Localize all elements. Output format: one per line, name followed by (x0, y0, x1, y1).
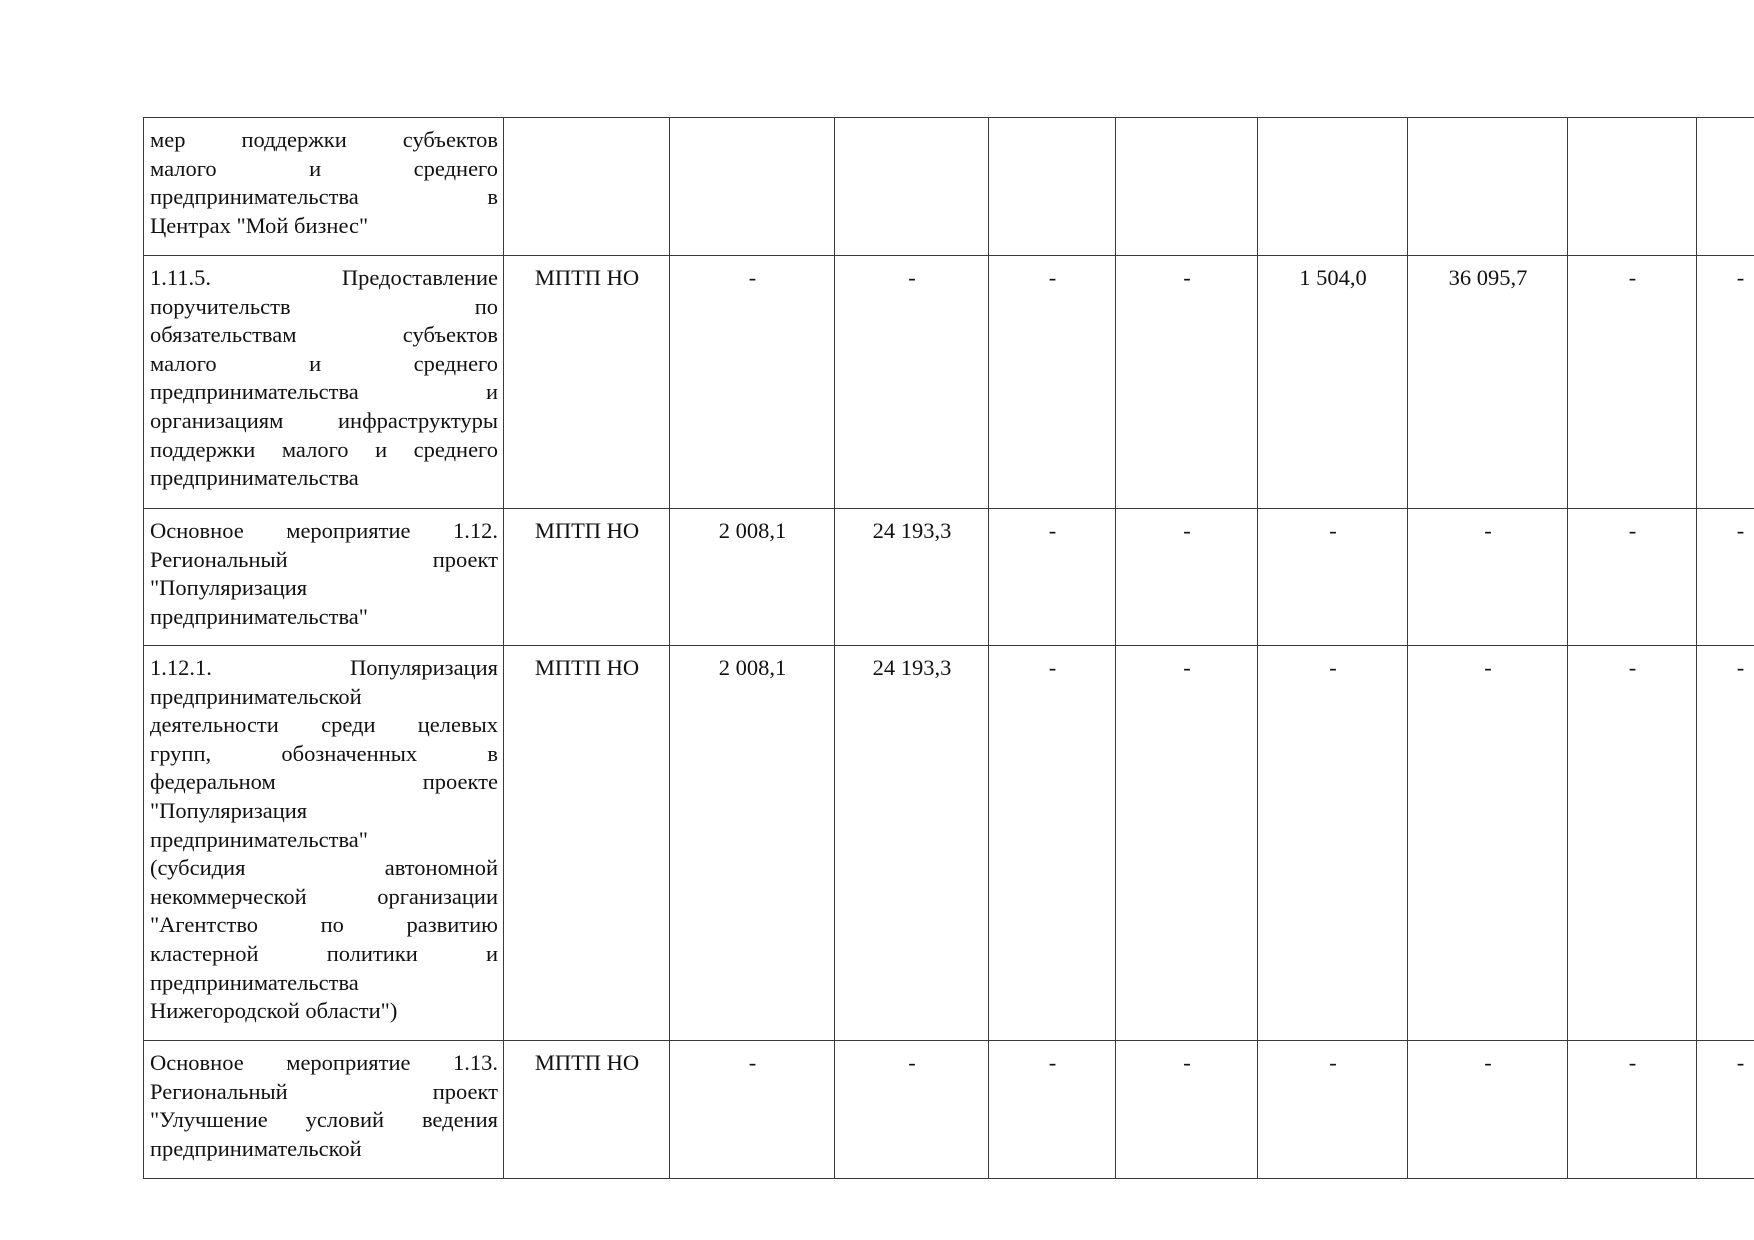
value-cell (1258, 118, 1408, 256)
description-word: федеральном (150, 769, 276, 795)
description-line (150, 797, 498, 826)
description-line (150, 1106, 498, 1135)
description-line (150, 574, 498, 603)
value-cell: - (1258, 1041, 1408, 1179)
description-word: малого (150, 350, 217, 376)
description-line (150, 378, 498, 407)
description-word: Основное (150, 518, 244, 543)
budget-table (143, 117, 1754, 1179)
description-line (150, 321, 498, 350)
value-cell (1408, 118, 1568, 256)
value-cell: - (1697, 509, 1754, 646)
description-word: 1.11.5. (150, 265, 212, 290)
description-line (150, 546, 498, 575)
activity-description-cell (144, 118, 504, 256)
value-cell: 24 193,3 (835, 646, 989, 1041)
table-row (144, 118, 1754, 256)
description-word: 1.13. (452, 1050, 498, 1075)
description-line (150, 264, 498, 293)
value-cell (670, 118, 835, 256)
description-word: некоммерческой (150, 883, 307, 909)
value-cell (989, 118, 1116, 256)
description-word: Региональный (150, 1078, 288, 1104)
value-cell: - (1408, 1041, 1568, 1179)
description-word: и (309, 155, 322, 181)
value-cell: - (1697, 1041, 1754, 1179)
description-word: предпринимательства" (150, 603, 368, 629)
value-cell: - (835, 1041, 989, 1179)
description-word: поддержки (241, 127, 347, 152)
value-cell: - (1116, 509, 1258, 646)
description-word: автономной (384, 855, 498, 881)
description-line (150, 654, 498, 683)
description-word: "Агентство (150, 912, 259, 938)
description-word: предпринимательства (150, 184, 359, 210)
description-line (150, 464, 498, 493)
executor-cell: МПТП НО (504, 509, 670, 646)
executor-cell: МПТП НО (504, 1041, 670, 1179)
description-line (150, 517, 498, 546)
table-row (144, 509, 1754, 646)
value-cell: - (1258, 509, 1408, 646)
description-word: поручительств (150, 293, 291, 319)
value-cell: - (670, 256, 835, 509)
executor-cell: МПТП НО (504, 646, 670, 1041)
value-cell (1697, 118, 1754, 256)
description-word: среднего (413, 155, 498, 181)
value-cell: - (989, 256, 1116, 509)
description-word: в (487, 184, 498, 210)
description-line (150, 436, 498, 465)
description-line (150, 183, 498, 212)
description-word: мероприятие (286, 1050, 411, 1075)
value-cell: - (1568, 646, 1697, 1041)
description-word: среднего (413, 350, 498, 376)
description-word: развитию (406, 912, 498, 938)
activity-description-cell (144, 1041, 504, 1179)
description-word: Нижегородской области") (150, 998, 398, 1024)
description-line (150, 212, 498, 241)
description-line (150, 768, 498, 797)
description-line (150, 293, 498, 322)
value-cell: 36 095,7 (1408, 256, 1568, 509)
value-cell: - (989, 509, 1116, 646)
value-cell: - (1116, 1041, 1258, 1179)
value-cell: - (670, 1041, 835, 1179)
description-line (150, 940, 498, 969)
description-word: Региональный (150, 546, 288, 572)
description-word: и (485, 379, 498, 405)
description-word: проект (432, 546, 498, 572)
description-word: условий (305, 1107, 385, 1133)
description-word: предпринимательства (150, 969, 359, 995)
description-word: мер (150, 127, 186, 152)
value-cell (835, 118, 989, 256)
description-line (150, 826, 498, 855)
description-word: поддержки (150, 436, 256, 462)
description-word: Центрах "Мой бизнес" (150, 212, 369, 238)
value-cell: 2 008,1 (670, 509, 835, 646)
value-cell (1568, 118, 1697, 256)
description-line (150, 854, 498, 883)
description-word: предпринимательства" (150, 826, 368, 852)
description-line (150, 969, 498, 998)
value-cell: - (1568, 256, 1697, 509)
description-word: (субсидия (150, 855, 246, 881)
value-cell: - (989, 646, 1116, 1041)
description-word: организации (377, 883, 498, 909)
description-word: в (487, 740, 498, 766)
value-cell: - (1568, 1041, 1697, 1179)
description-word: кластерной (150, 940, 259, 966)
value-cell: - (1116, 646, 1258, 1041)
description-line (150, 711, 498, 740)
description-word: политики (326, 940, 418, 966)
description-word: Основное (150, 1050, 244, 1075)
description-word: малого (150, 155, 217, 181)
value-cell: - (1408, 646, 1568, 1041)
description-word: субъектов (402, 127, 498, 152)
executor-cell (504, 118, 670, 256)
description-word: 1.12.1. (150, 655, 212, 680)
description-word: деятельности (150, 712, 279, 738)
description-word: 1.12. (452, 518, 498, 543)
table-row (144, 1041, 1754, 1179)
description-line (150, 603, 498, 632)
description-word: проект (432, 1078, 498, 1104)
description-word: и (309, 350, 322, 376)
value-cell: - (1258, 646, 1408, 1041)
description-word: предпринимательства (150, 379, 359, 405)
description-word: "Популяризация (150, 575, 308, 601)
description-word: "Популяризация (150, 797, 308, 823)
description-word: ведения (421, 1107, 498, 1133)
value-cell: - (1568, 509, 1697, 646)
description-line (150, 350, 498, 379)
value-cell: - (1697, 256, 1754, 509)
description-word: обозначенных (281, 740, 418, 766)
description-word: организациям (150, 407, 284, 433)
description-line (150, 1049, 498, 1078)
description-word: предпринимательской (150, 1135, 362, 1161)
description-line (150, 683, 498, 712)
table-row (144, 256, 1754, 509)
description-line (150, 1135, 498, 1164)
description-word: мероприятие (286, 518, 411, 543)
description-word: "Улучшение (150, 1107, 268, 1133)
description-word: инфраструктуры (338, 407, 498, 433)
description-word: проекте (422, 769, 498, 795)
description-line (150, 1078, 498, 1107)
description-word: Предоставление (341, 265, 498, 290)
description-word: обязательствам (150, 322, 297, 348)
description-line (150, 997, 498, 1026)
description-line (150, 911, 498, 940)
value-cell: 2 008,1 (670, 646, 835, 1041)
description-word: и (375, 436, 388, 462)
value-cell: - (1116, 256, 1258, 509)
description-word: предпринимательства (150, 465, 359, 491)
description-word: по (320, 912, 344, 938)
value-cell: 24 193,3 (835, 509, 989, 646)
value-cell: - (835, 256, 989, 509)
description-line (150, 883, 498, 912)
description-word: по (474, 293, 498, 319)
activity-description-cell (144, 256, 504, 509)
value-cell: 1 504,0 (1258, 256, 1408, 509)
description-word: предпринимательской (150, 683, 362, 709)
table-row (144, 646, 1754, 1041)
description-word: субъектов (402, 322, 498, 348)
description-word: и (485, 940, 498, 966)
executor-cell: МПТП НО (504, 256, 670, 509)
description-line (150, 126, 498, 155)
value-cell: - (1408, 509, 1568, 646)
description-word: среди (321, 712, 376, 738)
description-line (150, 407, 498, 436)
description-word: малого (281, 436, 349, 462)
activity-description-cell (144, 646, 504, 1041)
description-word: групп, (150, 740, 212, 766)
description-word: целевых (417, 712, 498, 738)
description-word: среднего (413, 436, 498, 462)
value-cell: - (989, 1041, 1116, 1179)
description-word: Популяризация (350, 655, 498, 680)
value-cell: - (1697, 646, 1754, 1041)
description-line (150, 740, 498, 769)
activity-description-cell (144, 509, 504, 646)
description-line (150, 155, 498, 184)
value-cell (1116, 118, 1258, 256)
